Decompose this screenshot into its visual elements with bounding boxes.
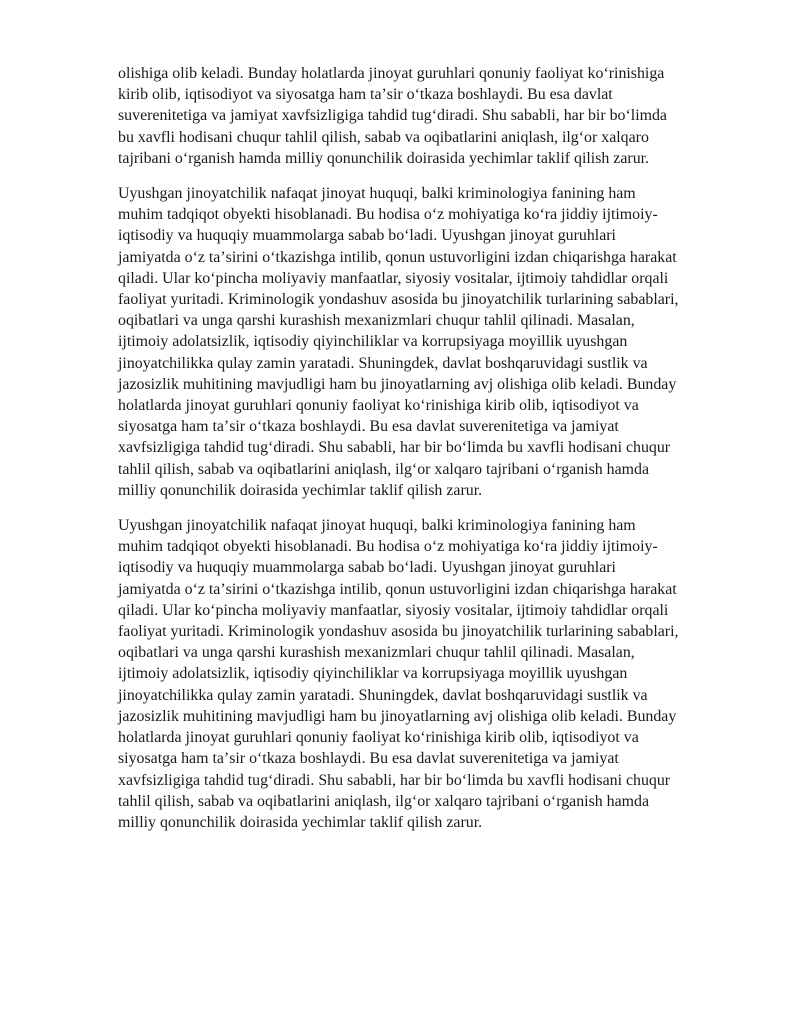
paragraph-organized-crime-1: Uyushgan jinoyatchilik nafaqat jinoyat huquqi, balki kriminologiya fanining ham muhim tadqiqot obyekti hisoblanadi. Bu hodisa oʻz mohiyatiga koʻra jiddiy ijtimoiy-iqtisodiy va huquqiy muammolarga sabab boʻladi. Uyushgan jinoyat guruhlari jamiyatda oʻz taʼsirini oʻtkazishga intilib, qonun ustuvorligini izdan chiqarishga harakat qiladi. Ular koʻpincha moliyaviy manfaatlar, siyosiy vositalar, ijtimoiy tahdidlar orqali faoliyat yuritadi. Kriminologik yondashuv asosida bu jinoyatchilik turlarining sabablari, oqibatlari va unga qarshi kurashish mexanizmlari chuqur tahlil qilinadi. Masalan, ijtimoiy adolatsizlik, iqtisodiy qiyinchiliklar va korrupsiyaga moyillik uyushgan jinoyatchilikka qulay zamin yaratadi. Shuningdek, davlat boshqaruvidagi sustlik va jazosizlik muhitining mavjudligi ham bu jinoyatlarning avj olishiga olib keladi. Bunday holatlarda jinoyat guruhlari qonuniy faoliyat koʻrinishiga kirib olib, iqtisodiyot va siyosatga ham taʼsir oʻtkaza boshlaydi. Bu esa davlat suverenitetiga va jamiyat xavfsizligiga tahdid tugʻdiradi. Shu sababli, har bir boʻlimda bu xavfli hodisani chuqur tahlil qilish, sabab va oqibatlarini aniqlash, ilgʻor xalqaro tajribani oʻrganish hamda milliy qonunchilik doirasida yechimlar taklif qilish zarur.: [118, 185, 679, 499]
paragraph-continuation: olishiga olib keladi. Bunday holatlarda jinoyat guruhlari qonuniy faoliyat koʻrinishiga kirib olib, iqtisodiyot va siyosatga ham taʼsir oʻtkaza boshlaydi. Bu esa davlat suverenitetiga va jamiyat xavfsizligiga tahdid tugʻdiradi. Shu sababli, har bir boʻlimda bu xavfli hodisani chuqur tahlil qilish, sabab va oqibatlarini aniqlash, ilgʻor xalqaro tajribani oʻrganish hamda milliy qonunchilik doirasida yechimlar taklif qilish zarur.: [118, 65, 667, 167]
paragraph-organized-crime-2: Uyushgan jinoyatchilik nafaqat jinoyat huquqi, balki kriminologiya fanining ham muhim tadqiqot obyekti hisoblanadi. Bu hodisa oʻz mohiyatiga koʻra jiddiy ijtimoiy-iqtisodiy va huquqiy muammolarga sabab boʻladi. Uyushgan jinoyat guruhlari jamiyatda oʻz taʼsirini oʻtkazishga intilib, qonun ustuvorligini izdan chiqarishga harakat qiladi. Ular koʻpincha moliyaviy manfaatlar, siyosiy vositalar, ijtimoiy tahdidlar orqali faoliyat yuritadi. Kriminologik yondashuv asosida bu jinoyatchilik turlarining sabablari, oqibatlari va unga qarshi kurashish mexanizmlari chuqur tahlil qilinadi. Masalan, ijtimoiy adolatsizlik, iqtisodiy qiyinchiliklar va korrupsiyaga moyillik uyushgan jinoyatchilikka qulay zamin yaratadi. Shuningdek, davlat boshqaruvidagi sustlik va jazosizlik muhitining mavjudligi ham bu jinoyatlarning avj olishiga olib keladi. Bunday holatlarda jinoyat guruhlari qonuniy faoliyat koʻrinishiga kirib olib, iqtisodiyot va siyosatga ham taʼsir oʻtkaza boshlaydi. Bu esa davlat suverenitetiga va jamiyat xavfsizligiga tahdid tugʻdiradi. Shu sababli, har bir boʻlimda bu xavfli hodisani chuqur tahlil qilish, sabab va oqibatlarini aniqlash, ilgʻor xalqaro tajribani oʻrganish hamda milliy qonunchilik doirasida yechimlar taklif qilish zarur.: [118, 517, 679, 831]
